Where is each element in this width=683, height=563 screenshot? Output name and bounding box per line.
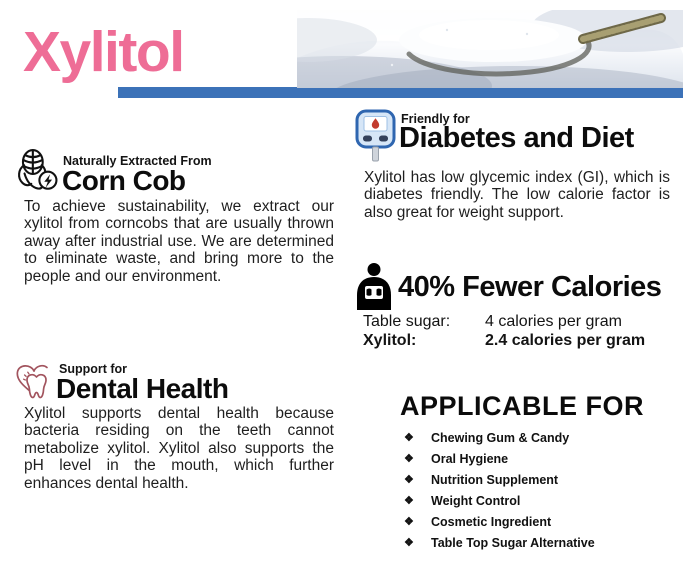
list-item-label: Oral Hygiene [431, 451, 509, 466]
diamond-bullet-icon: ❖ [404, 537, 414, 549]
list-item [404, 536, 595, 549]
list-item [404, 494, 595, 507]
dental-kicker: Support for [59, 362, 128, 376]
diabetes-kicker: Friendly for [401, 112, 470, 126]
corn-cob-energy-icon [11, 148, 63, 200]
applicable-for-heading: APPLICABLE FOR [400, 391, 645, 421]
table-sugar-value: 4 calories per gram [485, 313, 622, 330]
table-sugar-label: Table sugar: [363, 313, 451, 330]
list-item-label: Weight Control [431, 493, 521, 508]
xylitol-value: 2.4 calories per gram [485, 331, 646, 349]
calories-heading: 40% Fewer Calories [398, 271, 662, 303]
table-row [363, 332, 673, 351]
applicable-for-list [404, 431, 595, 557]
diamond-bullet-icon: ❖ [404, 453, 414, 465]
tooth-heart-icon [12, 358, 60, 406]
list-item [404, 473, 595, 486]
list-item-label: Cosmetic Ingredient [431, 514, 552, 529]
page-title: Xylitol [23, 20, 184, 84]
list-item [404, 515, 595, 528]
list-item-label: Chewing Gum & Candy [431, 430, 570, 445]
diamond-bullet-icon: ❖ [404, 474, 414, 486]
calories-comparison-table [363, 313, 673, 350]
dental-heading: Dental Health [56, 373, 229, 404]
diabetes-body-text: Xylitol has low glycemic index (GI), which is diabetes friendly. The low calorie factor is also great for weight support. [364, 169, 670, 221]
corn-heading: Corn Cob [62, 165, 186, 196]
list-item [404, 452, 595, 465]
diamond-bullet-icon: ❖ [404, 516, 414, 528]
corn-kicker: Naturally Extracted From [63, 154, 212, 168]
diamond-bullet-icon: ❖ [404, 432, 414, 444]
corn-body-text: To achieve sustainability, we extract our xylitol from corncobs that are usually thrown away after industrial use. We are determined to eliminate waste, and bring more to the people and our environment. [24, 198, 334, 285]
list-item-label: Table Top Sugar Alternative [431, 535, 595, 550]
diamond-bullet-icon: ❖ [404, 495, 414, 507]
header-underline [118, 87, 683, 98]
sugar-spoon-photo [297, 10, 683, 88]
weight-loss-person-icon [354, 263, 394, 311]
list-item [404, 431, 595, 444]
dental-body-text: Xylitol supports dental health because bacteria residing on the teeth cannot metabolize xylitol. Xylitol also supports the pH level in the mouth, which further enhances dental health. [24, 405, 334, 492]
sugar-photo-graphic [297, 10, 683, 88]
glucose-meter-icon [354, 109, 398, 163]
xylitol-label: Xylitol: [363, 331, 417, 349]
list-item-label: Nutrition Supplement [431, 472, 559, 487]
diabetes-heading: Diabetes and Diet [399, 122, 634, 154]
table-row [363, 313, 673, 332]
